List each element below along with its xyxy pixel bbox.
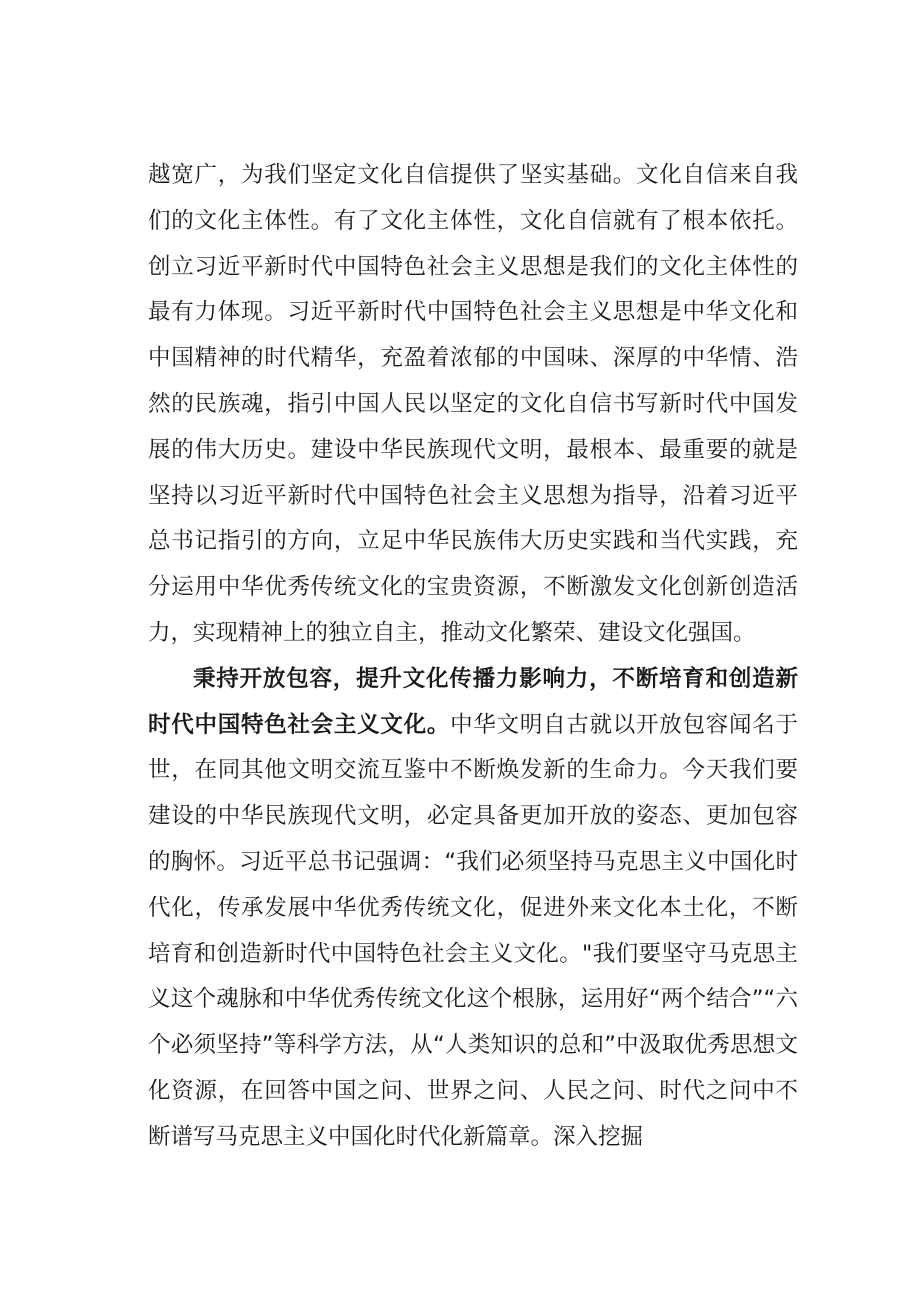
body-text — [148, 153, 798, 1161]
paragraph-2-heading: 秉持开放包容，提升文化传播力影响力，不断培育和创造新时代中国特色社会主义文化。 — [148, 665, 798, 738]
paragraph-1: 越宽广，为我们坚定文化自信提供了坚实基础。文化自信来自我们的文化主体性。有了文化主体性，文化自信就有了根本依托。创立习近平新时代中国特色社会主义思想是我们的文化主体性的最有力体现。习近平新时代中国特色社会主义思想是中华文化和中国精神的时代精华，充盈着浓郁的中国味、深厚的中华情、浩然的民族魂，指引中国人民以坚定的文化自信书写新时代中国发展的伟大历史。建设中华民族现代文明，最根本、最重要的就是坚持以习近平新时代中国特色社会主义思想为指导，沿着习近平总书记指引的方向，立足中华民族伟大历史实践和当代实践，充分运用中华优秀传统文化的宝贵资源，不断激发文化创新创造活力，实现精神上的独立自主，推动文化繁荣、建设文化强国。 — [148, 162, 798, 646]
paragraph-2 — [148, 657, 798, 1161]
paragraph-2-body: 中华文明自古就以开放包容闻名于世，在同其他文明交流互鉴中不断焕发新的生命力。今天我们要建设的中华民族现代文明，必定具备更加开放的姿态、更加包容的胸怀。习近平总书记强调：“我们必须坚持马克思主义中国化时代化，传承发展中华优秀传统文化，促进外来文化本土化，不断培育和创造新时代中国特色社会主义文化。"我们要坚守马克思主义这个魂脉和中华优秀传统文化这个根脉，运用好“两个结合”“六个必须坚持”等科学方法，从“人类知识的总和”中汲取优秀思想文化资源，在回答中国之问、世界之问、人民之问、时代之问中不断谱写马克思主义中国化时代化新篇章。深入挖掘 — [148, 711, 798, 1150]
